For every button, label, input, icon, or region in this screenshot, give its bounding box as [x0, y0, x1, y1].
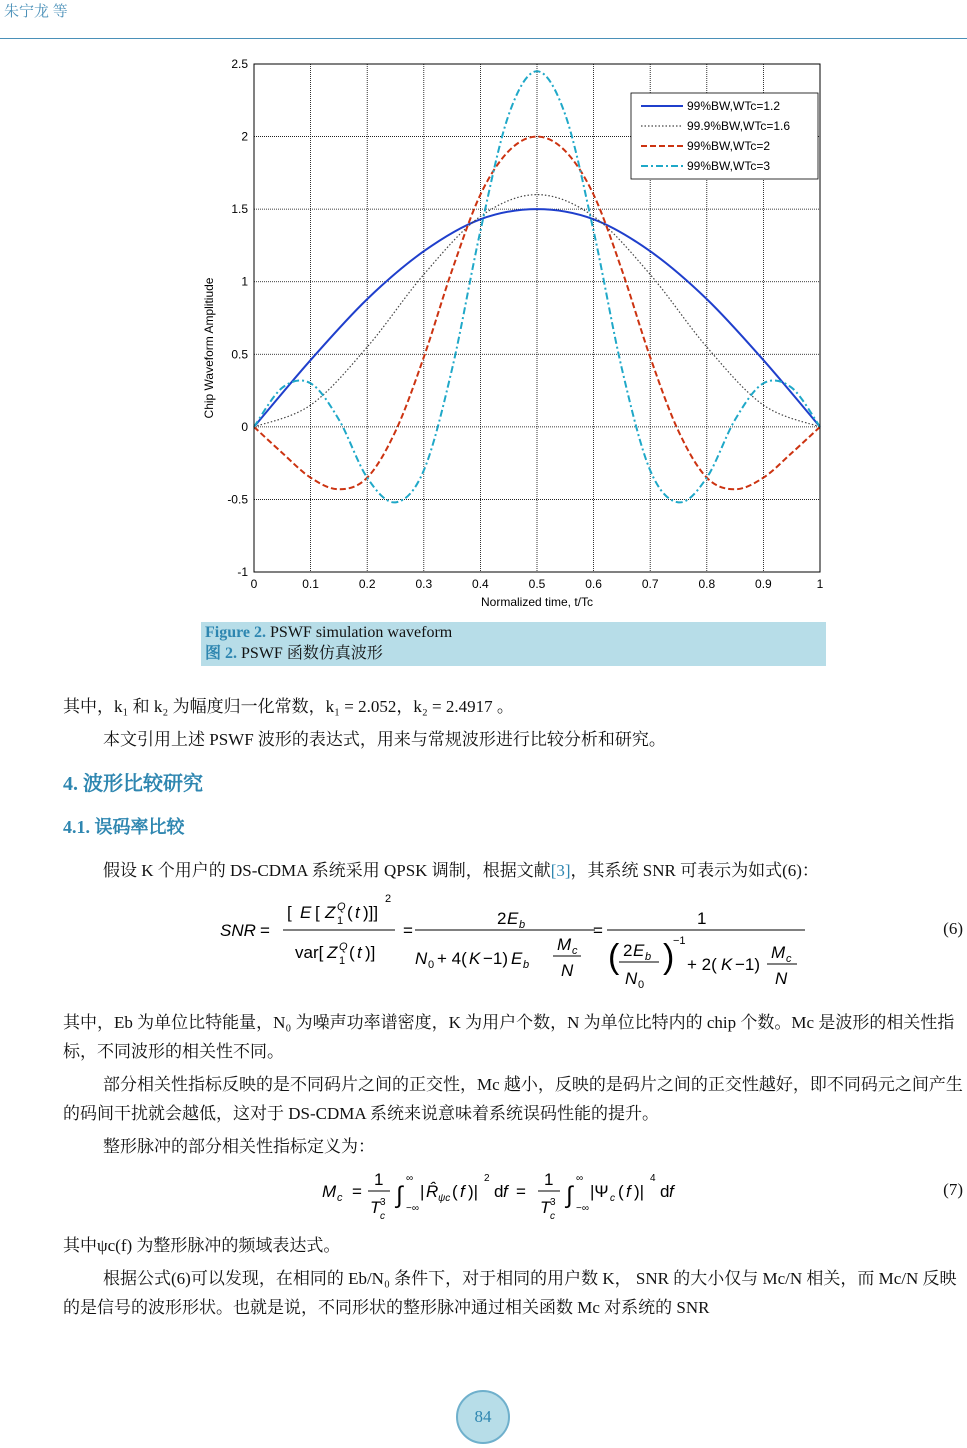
x-tick-label: 0.7: [641, 577, 659, 591]
figure-label-cn: 图 2.: [205, 645, 238, 662]
x-tick-label: 0.5: [528, 577, 546, 591]
svg-text:+ 4(: + 4(: [437, 949, 467, 968]
svg-text:∞: ∞: [406, 1173, 414, 1184]
svg-text:2: 2: [484, 1173, 490, 1184]
svg-text:∫: ∫: [396, 1182, 403, 1209]
waveform-chart: [198, 55, 828, 617]
svg-text:t: t: [355, 903, 360, 922]
svg-text:N: N: [415, 949, 428, 968]
x-tick-label: 1: [816, 577, 824, 591]
svg-text:f: f: [669, 1182, 674, 1201]
svg-text:)]: )]: [365, 943, 376, 962]
paragraph-conclusion: 根据公式(6)可以发现，在相同的 Eb/N₀ 条件下，对于相同的用户数 K， SNR 的大小仅与 Mc/N 相关，而 Mc/N 反映的是信号的波形形状。也就是说，不同形状的整形脉冲通过相关函数 Mc 对系统的 SNR: [63, 1269, 957, 1317]
x-tick-label: 0: [250, 577, 258, 591]
svg-text:(: (: [618, 1182, 624, 1201]
legend-label-1: 99%BW,WTc=1.2: [687, 99, 781, 113]
chart-legend: [631, 93, 818, 179]
section-heading: 4. 波形比较研究: [63, 773, 203, 795]
svg-text:b: b: [519, 919, 526, 931]
svg-text:c: c: [786, 953, 792, 965]
svg-text:−∞: −∞: [406, 1203, 419, 1214]
y-tick-label: 2: [241, 129, 248, 144]
legend-label-2: 99.9%BW,WTc=1.6: [687, 119, 791, 133]
svg-text:∫: ∫: [566, 1182, 573, 1209]
equation-6-number: (6): [943, 919, 963, 938]
svg-text:=: =: [516, 1182, 526, 1201]
svg-text:f: f: [460, 1182, 465, 1201]
svg-text:=: =: [260, 921, 270, 940]
svg-text:E: E: [511, 949, 523, 968]
svg-text:2: 2: [385, 893, 392, 905]
paragraph-definitions: 其中，Eb 为单位比特能量，N₀ 为噪声功率谱密度，K 为用户个数，N 为单位比特内的 chip 个数。Mc 是波形的相关性指标，不同波形的相关性不同。: [63, 1013, 955, 1061]
svg-text:−1): −1): [483, 949, 509, 968]
y-tick-label: -0.5: [227, 492, 248, 507]
equation-7: [318, 1163, 698, 1227]
svg-text:(: (: [347, 903, 353, 922]
page-header: [0, 0, 967, 40]
svg-text:=: =: [403, 921, 413, 940]
equation-7-number: (7): [943, 1180, 963, 1199]
svg-text:M: M: [322, 1182, 337, 1201]
svg-text:N: N: [625, 969, 638, 988]
svg-text:)]]: )]]: [363, 903, 379, 922]
caption-cn-line: [201, 643, 826, 664]
svg-text:K: K: [469, 949, 481, 968]
svg-text:1: 1: [337, 915, 344, 927]
svg-text:=: =: [593, 921, 603, 940]
svg-text:4: 4: [650, 1173, 656, 1184]
y-tick-label: 1: [241, 274, 248, 289]
svg-text:0: 0: [428, 959, 435, 971]
y-tick-label: -1: [237, 565, 248, 579]
svg-text:c: c: [572, 945, 578, 957]
x-tick-label: 0.8: [698, 577, 716, 591]
svg-text:1: 1: [374, 1170, 384, 1189]
svg-text:+ 2(: + 2(: [687, 955, 717, 974]
citation-link[interactable]: [3]: [550, 861, 571, 880]
svg-text:c: c: [610, 1193, 615, 1204]
y-tick-label: 2.5: [231, 57, 248, 71]
paragraph-intro: 本文引用上述 PSWF 波形的表达式，用来与常规波形进行比较分析和研究。: [103, 730, 666, 749]
y-tick-label: 0: [241, 419, 248, 434]
svg-text:Q: Q: [337, 901, 346, 913]
svg-text:(: (: [349, 943, 355, 962]
svg-text:T: T: [370, 1198, 381, 1217]
svg-text:d: d: [660, 1182, 670, 1201]
paragraph-correlation: 部分相关性指标反映的是不同码片之间的正交性，Mc 越小，反映的是码片之间的正交性越好，即不同码元之间产生的码间干扰就会越低，这对于 DS-CDMA 系统来说意味着系统误码性能的提升。: [63, 1075, 963, 1123]
svg-text:2: 2: [623, 941, 633, 960]
svg-text:c: c: [550, 1211, 555, 1222]
svg-text:T: T: [540, 1198, 551, 1217]
x-tick-label: 0.9: [755, 577, 772, 591]
y-tick-label: 0.5: [231, 347, 248, 362]
running-head: 朱宁龙 等: [4, 4, 68, 20]
x-tick-label: 0.3: [415, 577, 433, 591]
paragraph-constants: 其中，k₁ 和 k₂ 为幅度归一化常数，k₁ = 2.052，k₂ = 2.4917 。: [63, 697, 514, 716]
svg-text:[: [: [315, 903, 320, 922]
svg-text:(: (: [608, 938, 620, 976]
svg-text:d: d: [494, 1182, 504, 1201]
svg-text:∞: ∞: [576, 1173, 584, 1184]
x-tick-label: 0.1: [302, 577, 319, 591]
svg-text:E: E: [300, 903, 312, 922]
figure-label: Figure 2.: [205, 624, 267, 641]
svg-text:E: E: [507, 909, 519, 928]
svg-text:b: b: [645, 951, 652, 963]
x-tick-label: 0.2: [358, 577, 376, 591]
svg-text:M: M: [771, 943, 786, 962]
legend-label-4: 99%BW,WTc=3: [687, 159, 771, 173]
equation-6: [215, 888, 815, 998]
svg-text:R̂: R̂: [426, 1182, 439, 1201]
svg-text:): ): [663, 938, 675, 976]
subsection-heading: 4.1. 误码率比较: [63, 817, 185, 837]
figure-caption: [201, 622, 826, 666]
svg-text:c: c: [380, 1211, 385, 1222]
svg-text:N: N: [775, 969, 788, 988]
x-axis-label: Normalized time, t/Tc: [480, 595, 594, 609]
svg-text:t: t: [357, 943, 362, 962]
svg-text:f: f: [626, 1182, 631, 1201]
svg-text:−∞: −∞: [576, 1203, 589, 1214]
svg-text:ψc: ψc: [438, 1193, 451, 1204]
svg-text:2: 2: [497, 909, 507, 928]
y-tick-label: 1.5: [231, 202, 248, 217]
p3-text-a: 假设 K 个用户的 DS-CDMA 系统采用 QPSK 调制，根据文献: [103, 861, 551, 880]
legend-label-3: 99%BW,WTc=2: [687, 139, 771, 153]
svg-text:1: 1: [697, 909, 707, 928]
svg-text:−1): −1): [735, 955, 761, 974]
svg-text:N: N: [561, 961, 574, 980]
caption-en-line: [201, 622, 826, 643]
svg-text:Z: Z: [327, 943, 338, 962]
svg-text:K: K: [721, 955, 733, 974]
svg-text:−1: −1: [673, 935, 686, 947]
svg-text:b: b: [523, 959, 530, 971]
x-tick-label: 0.6: [585, 577, 602, 591]
svg-text:Q: Q: [339, 941, 348, 953]
caption-en: PSWF simulation waveform: [270, 624, 453, 641]
y-axis-label: Chip Waveform Amplitiude: [202, 277, 216, 419]
svg-text:E: E: [633, 941, 645, 960]
header-rule: [0, 38, 967, 39]
x-tick-label: 0.4: [472, 577, 489, 591]
paragraph-frequency: 其中ψc(f) 为整形脉冲的频域表达式。: [63, 1236, 341, 1255]
svg-text:M: M: [557, 935, 572, 954]
svg-text:var[: var[: [295, 943, 324, 962]
svg-text:3: 3: [380, 1197, 386, 1208]
paragraph-snr: [63, 856, 963, 885]
svg-text:SNR: SNR: [220, 921, 256, 940]
svg-text:)|: )|: [634, 1182, 645, 1201]
svg-text:1: 1: [544, 1170, 554, 1189]
svg-text:f: f: [503, 1182, 508, 1201]
svg-text:)|: )|: [468, 1182, 479, 1201]
svg-text:Z: Z: [325, 903, 336, 922]
page-number: 84: [456, 1390, 510, 1444]
svg-text:(: (: [452, 1182, 458, 1201]
caption-cn: PSWF 函数仿真波形: [241, 645, 383, 662]
svg-text:|Ψ: |Ψ: [590, 1182, 609, 1201]
paragraph-index-definition: 整形脉冲的部分相关性指标定义为：: [103, 1137, 375, 1156]
svg-text:0: 0: [638, 979, 645, 991]
svg-text:=: =: [352, 1182, 362, 1201]
svg-text:c: c: [337, 1192, 343, 1204]
svg-text:[: [: [287, 903, 292, 922]
svg-text:3: 3: [550, 1197, 556, 1208]
svg-text:|: |: [420, 1182, 425, 1201]
svg-text:1: 1: [339, 955, 346, 967]
p3-text-b: ，其系统 SNR 可表示为如式(6)：: [570, 861, 819, 880]
